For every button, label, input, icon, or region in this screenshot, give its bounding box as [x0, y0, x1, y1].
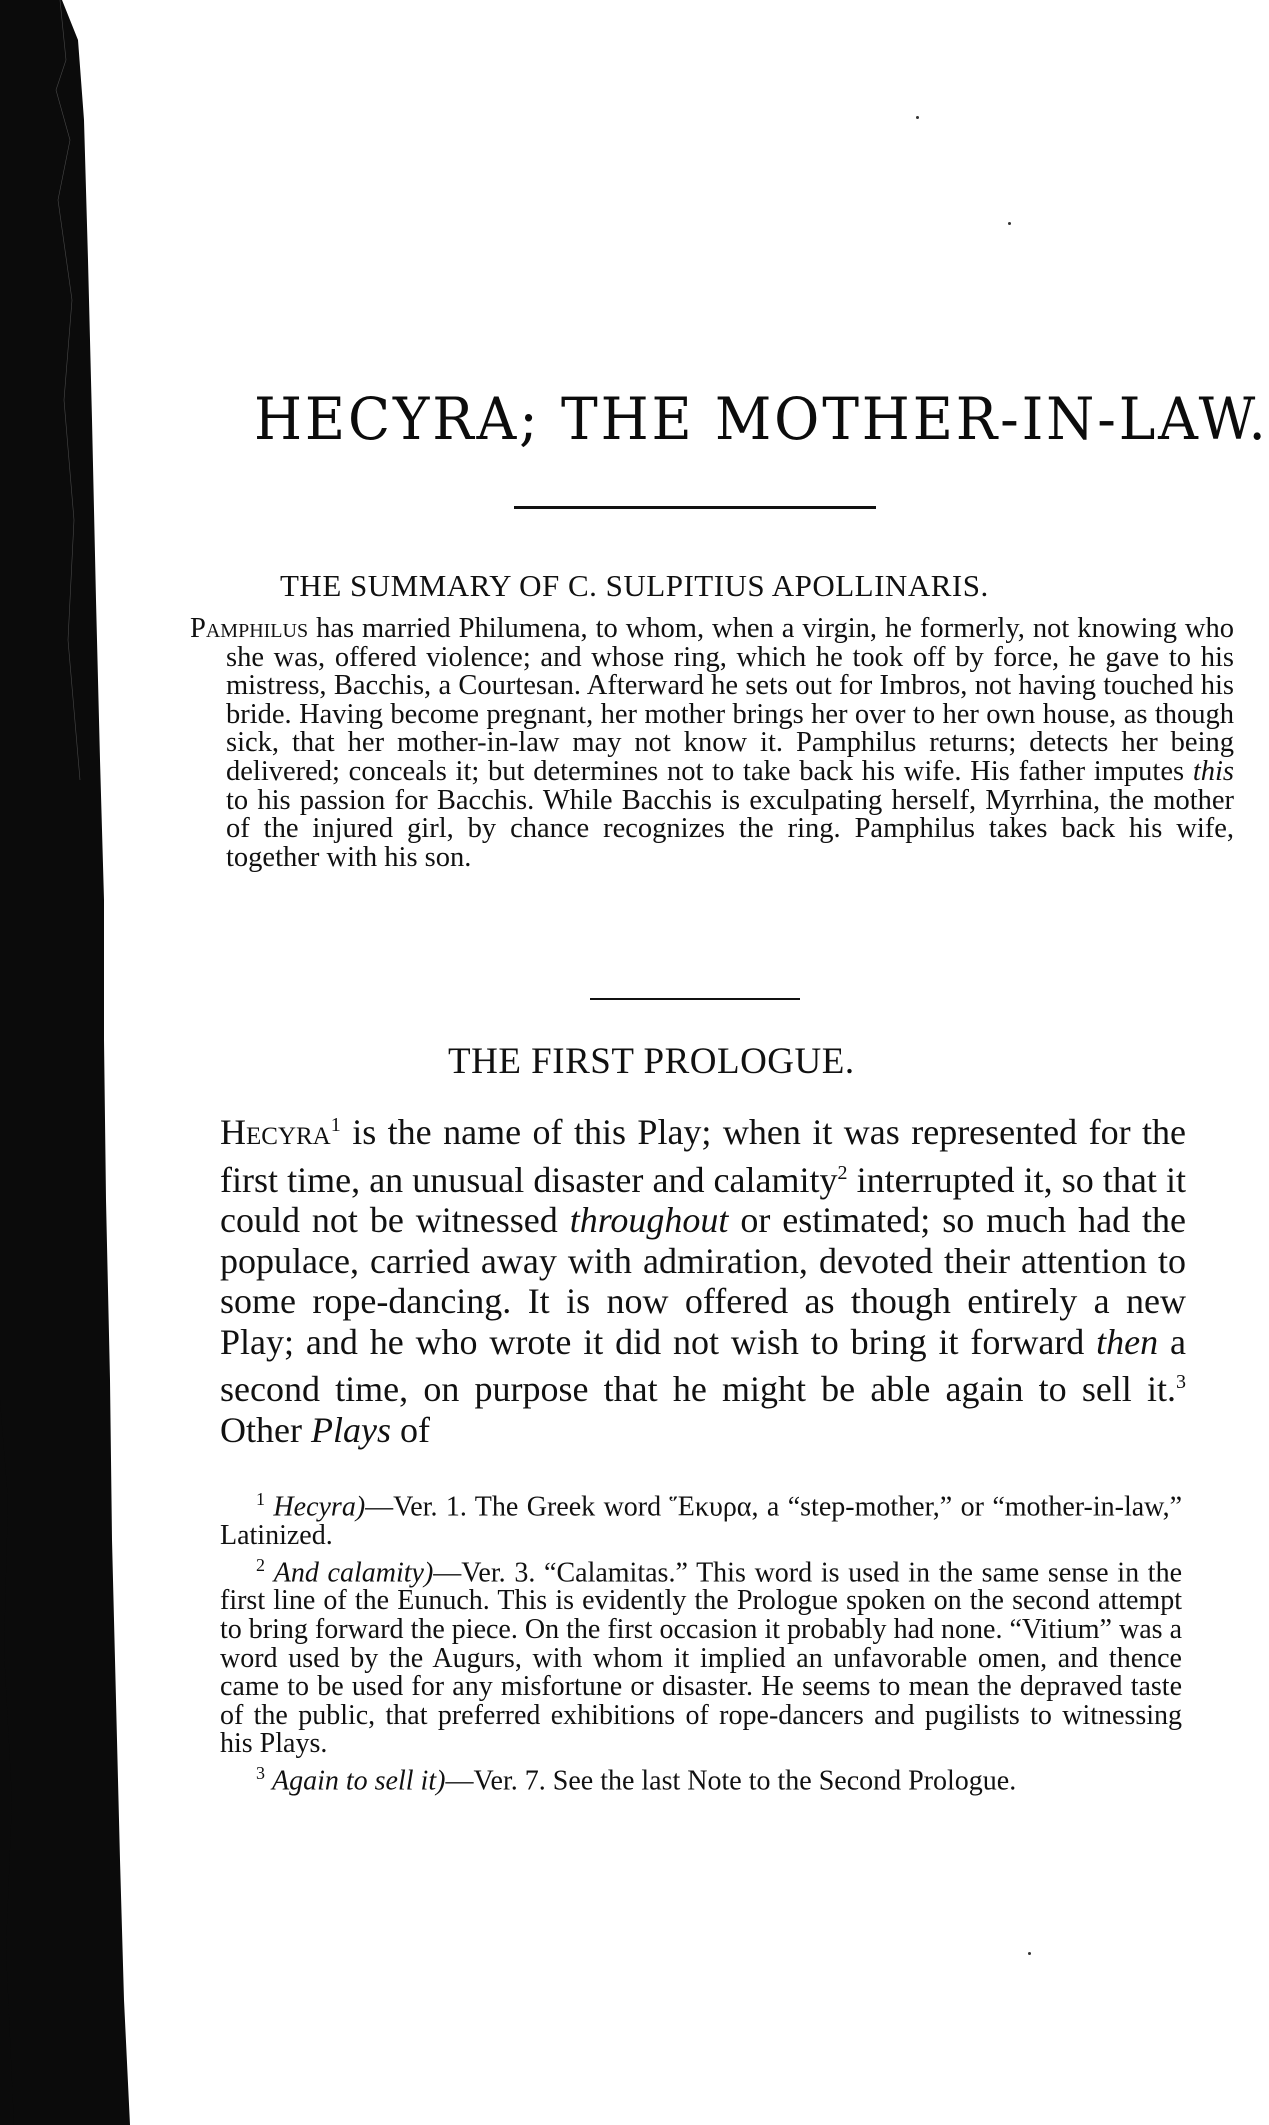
scan-binding-shadow: [0, 0, 110, 2125]
section-rule: [590, 998, 800, 1000]
footnote-text: —Ver. 1. The Greek word Ἕκυρα, a “step-mother,” or “mother-in-law,” Latinized.: [220, 1491, 1182, 1551]
footnote-text: —Ver. 7. See the last Note to the Second Prologue.: [445, 1765, 1017, 1797]
prologue-text-1: is the name of this Play; when it was represented for the first time, an unusual disaster and calamity: [220, 1112, 1186, 1200]
prologue-text-6: of: [399, 1409, 430, 1450]
footnote-ref-2: 2: [837, 1161, 848, 1184]
footnote-ref-3: 3: [1176, 1371, 1186, 1393]
summary-text-end: to his passion for Bacchis. While Bacchis is exculpating herself, Myrrhina, the mother of the injured girl, by chance recognizes the ring. Pamphilus takes back his wife, together with his son.: [226, 784, 1234, 873]
prologue-text-4: a second time, on purpose that he might be able again to sell it.: [220, 1321, 1187, 1409]
footnote-number: 1: [256, 1489, 265, 1509]
prologue-paragraph: [220, 1105, 1186, 1450]
scan-speck: [916, 116, 919, 119]
footnote-number: 2: [256, 1554, 265, 1575]
title-rule: [514, 506, 876, 509]
summary-heading: THE SUMMARY OF C. SULPITIUS APOLLINARIS.: [280, 568, 989, 603]
summary-lead-name: Pamphilus: [190, 613, 309, 644]
prologue-text-3: or estimated; so much had the populace, carried away with admiration, devoted their attention to some rope-dancing. It is now offered as though entirely a new Play; and he who wrote it did not wish to bring it forward: [220, 1200, 1186, 1362]
summary-paragraph: [190, 615, 1234, 872]
prologue-heading: THE FIRST PROLOGUE.: [448, 1041, 855, 1082]
prologue-text-2: interrupted it, so that it could not be witnessed: [220, 1159, 1186, 1240]
summary-italic: this: [1192, 755, 1234, 787]
page-title: HECYRA; THE MOTHER-IN-LAW.: [254, 385, 1269, 453]
footnote-text: —Ver. 3. “Calamitas.” This word is used in the same sense in the first line of the Eunuch. This is evidently the Prologue spoken on the second attempt to bring forward the piece. On the first occasion it probably had none. “Vitium” was a word used by the Augurs, with whom it implied an unfavorable omen, and thence came to be used for any misfortune or disaster. He seems to mean the depraved taste of the public, that preferred exhibitions of rope-dancers and pugilists to witnessing his Plays.: [220, 1556, 1183, 1760]
prologue-lead-word: Hecyra: [220, 1112, 331, 1152]
footnote-ref: Again to sell it): [272, 1765, 446, 1797]
scan-speck: [1028, 1952, 1031, 1955]
footnote-number: 3: [256, 1763, 265, 1783]
summary-text: has married Philumena, to whom, when a virgin, he formerly, not knowing who she was, offered violence; and whose ring, which he took off by force, he gave to his mistress, Bacchis, a Courtesan. Afterward he sets out for Imbros, not having touched his bride. Having become pregnant, her mother brings her over to her own house, as though sick, that her mother-in-law may not know it. Pamphilus returns; detects her being delivered; conceals it; but determines not to take back his wife. His father imputes: [226, 613, 1234, 787]
footnote: [220, 1759, 1182, 1796]
prologue-italic-1: throughout: [569, 1200, 729, 1240]
footnote: [220, 1485, 1182, 1551]
footnote: [220, 1551, 1182, 1759]
scan-speck: [1008, 222, 1011, 225]
prologue-italic-3: Plays: [310, 1409, 391, 1450]
footnote-ref: And calamity): [273, 1556, 434, 1588]
footnote-ref: Hecyra): [273, 1491, 366, 1523]
prologue-text-5: Other: [220, 1409, 302, 1450]
footnotes: [220, 1485, 1182, 1796]
prologue-italic-2: then: [1096, 1321, 1159, 1362]
footnote-ref-1: 1: [330, 1114, 341, 1136]
